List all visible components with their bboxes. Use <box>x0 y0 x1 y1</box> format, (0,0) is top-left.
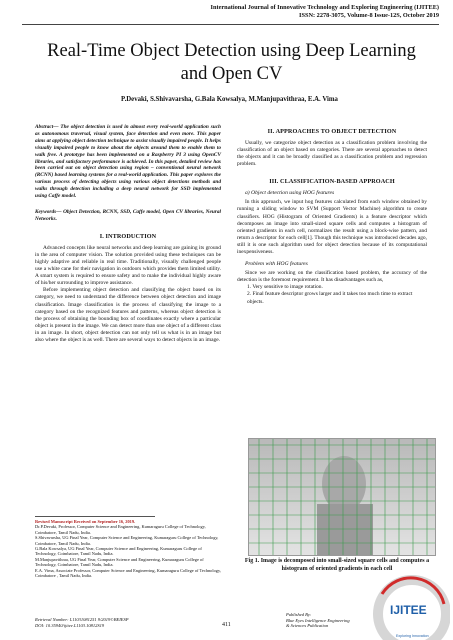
intro-paragraph-1: Advanced concepts like neural networks and deep learning are gaining its ground in the area of computer vision. The solution provided using these techniques can be highly adaptive and reliable in real time. Traditionally, visually challenged people use a white cane for their navigation in outdoors which provides them limited utility. A smart system is required to ensure safety and to make the individual highly aware of his/her surrounding to improve assistance. <box>35 244 221 287</box>
doi: DOI: 10.35940/ijitee.L1103.10812S19 <box>35 622 105 628</box>
journal-issn: ISSN: 2278-3075, Volume-8 Issue-12S, October 2019 <box>299 12 439 19</box>
abstract: Abstract— The object detection is used in almost every real-world application such as autonomous traversal, visual system, face detection and even more. This paper aims at applying object detection technique to assist visually impaired people. It helps visually impaired people to know about the objects around them to enable them to walk free. A prototype has been implemented on a Raspberry PI 3 using OpenCV libraries, and satisfactory performance is achieved. In this paper, detailed review has been carried out on object detection using region – conventional neural network (RCNN) based learning systems for a real-world application. This paper explores the various process of detecting objects using various object detections methods and walks through detection including a deep neural network for SSD implemented using Caffe model. <box>35 124 221 200</box>
approaches-heading: II. APPROACHES TO OBJECT DETECTION <box>267 128 397 135</box>
footnote-entry: S.Shivavarsha, UG Final Year, Computer Science and Engineering, Kumaraguru College of Technology, Coimbatore, Tamil Nadu, India. <box>35 535 219 546</box>
header-divider <box>22 24 439 25</box>
paper-title: Real-Time Object Detection using Deep Learning and Open CV <box>47 41 416 84</box>
problem-list-item: 2. Final feature descriptor grows larger and it takes too much time to extract objects. <box>247 291 413 305</box>
footnote-entry: Dr.P.Devaki, Professor, Computer Science and Engineering, Kumaraguru College of Technology, Coimbatore, Tamil Nadu, India. <box>35 524 206 535</box>
footnote-entry: M.Manjupavithraa, UG Final Year, Computer Science and Engineering, Kumaraguru College of Technology, Coimbatore, Tamil Nadu, India. <box>35 556 204 568</box>
hog-subheading: a) Object detection using HOG features <box>245 190 335 197</box>
approaches-paragraph: Usually, we categorize object detection as a classification problem involving the classification of an object based on categories. There are several approaches to detect the objects and it can be broadly classified as a classification problem and regression problem. <box>237 140 427 168</box>
seal-ring-text: Exploring Innovation <box>396 634 429 638</box>
publisher-info <box>286 612 350 629</box>
problem-subheading: Problem with HOG features <box>245 261 308 268</box>
problem-paragraph: Since we are working on the classification based problem, the accuracy of the detection is the foremost requirement. It has disadvantages such as, <box>237 270 427 284</box>
classification-heading: III. CLASSIFICATION-BASED APPROACH <box>269 178 395 186</box>
intro-paragraph-2: Before implementing object detection and classifying the object based on its category, we need to understand the difference between object detection and image classification. Image classification is the process of classifying the image to a category based on the recognized features and patterns, whereas object detection is the process of obtaining the bounding box of coordinates exactly where a particular object is present in the image. We can detect more than one object of a different class in an image. In short, object detection can not only tell us what is in an image but also where the object is as well. There are several ways to detect objects in an image. <box>35 287 221 343</box>
publisher-name: Blue Eyes Intelligence Engineering <box>286 617 350 623</box>
footer-identifiers <box>35 617 128 628</box>
intro-heading: I. INTRODUCTION <box>99 232 157 240</box>
journal-header <box>211 4 439 20</box>
journal-seal-logo <box>352 574 450 640</box>
footnote-divider <box>35 516 155 517</box>
hog-figure-image <box>248 438 436 556</box>
retrieval-number: Retrieval Number: L11031081251 9/2019©BEIESP <box>35 617 129 622</box>
figure-caption: Fig 1. Image is decomposed into small-sized square cells and computes a histogram of oriented gradients in each cell <box>244 558 430 572</box>
seal-name: IJITEE <box>390 603 427 617</box>
revision-note: Revised Manuscript Received on September 16, 2019. <box>35 519 136 524</box>
author-footnotes <box>35 519 221 578</box>
journal-name: International Journal of Innovative Technology and Exploring Engineering (IJITEE) <box>210 4 439 11</box>
publisher-name-cont: & Sciences Publication <box>286 623 329 629</box>
author-list: P.Devaki, S.Shivavarsha, G.Bala Kowsalya, M.Manjupavithraa, E.A. Vima <box>121 96 338 103</box>
problem-list-item: 1. Very sensitive to image rotation. <box>247 284 323 291</box>
published-by-label: Published By: <box>286 612 312 617</box>
right-column <box>237 118 427 306</box>
footnote-entry: G.Bala Kowsalya, UG Final Year, Computer Science and Engineering, Kumaraguru College of Technology, Coimbatore, Tamil Nadu, India. <box>35 546 202 557</box>
hog-grid-graphic <box>249 439 435 555</box>
page-number: 411 <box>222 622 231 628</box>
left-column <box>35 118 221 344</box>
hog-paragraph: In this approach, we input hog features calculated from each window obtained by running a sliding window to SVM (Support Vector Machine) algorithm to create classifiers. HOG (Histogram of Oriented Gradients) is a feature descriptor which decomposes an image into small-sized square cells and computes a histogram of oriented gradients in each cell, normalizes the result using a block-wise pattern, and return a descriptor for each cell[1]. Though this technique was introduced decades ago, still it is one such algorithm used for object detection because of its computational inexpensiveness. <box>237 199 427 256</box>
keywords: Keywords— Object Detection, RCNN, SSD, Caffe model, Open CV libraries, Neural Networks. <box>35 208 221 222</box>
footnote-entry: E.A. Vima, Associate Professor, Computer Science and Engineering, Kumaraguru College of Technology, Coimbatore , Tamil Nadu, India. <box>35 567 221 579</box>
